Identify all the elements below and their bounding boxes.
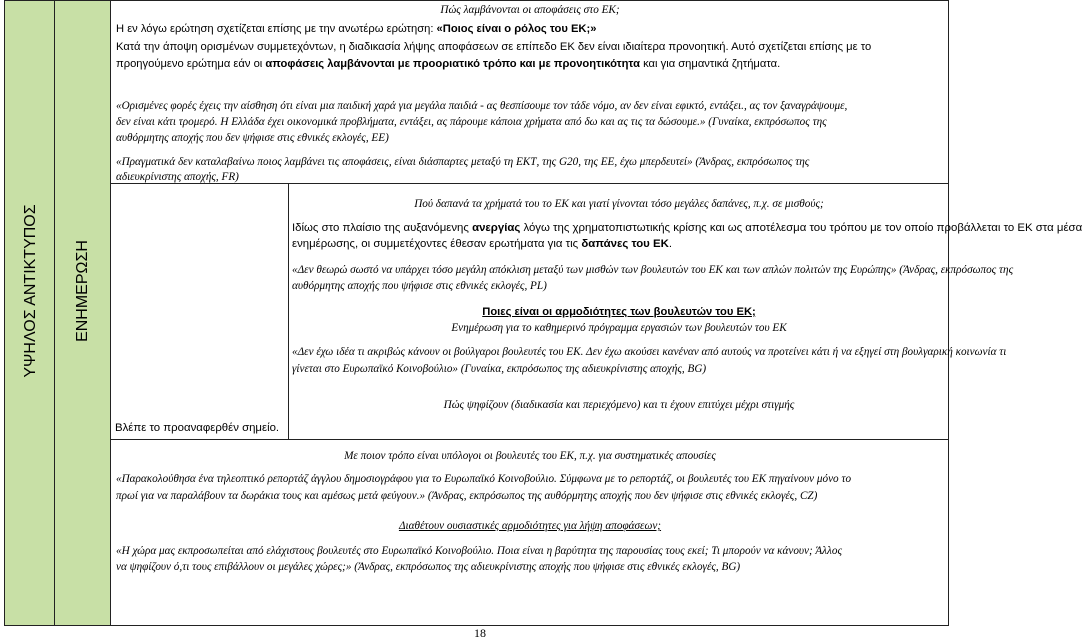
category-label: ΕΝΗΜΕΡΩΣΗ [74,240,91,342]
quote-2-line-a: «Πραγματικά δεν καταλαβαίνω ποιος λαμβάνει τις αποφάσεις, είναι διάσπαρτες μεταξύ τη ΕΚΤ, της G20, της ΕΕ, έχω μπερδευτεί» (Άνδρας, εκπρόσωπος της [116,156,810,168]
voting-heading: Πώς ψηφίζουν (διαδικασία και περιεχόμενο) και τι έχουν επιτύχει μέχρι στιγμής [443,399,795,411]
context-line-1: Κατά την άποψη ορισμένων συμμετεχόντων, η διαδικασία λήψης αποφάσεων σε επίπεδο ΕΚ δεν είναι ιδιαίτερα προνοητική. Αυτό σχετίζεται επίσης με το [116,41,872,53]
quote-5-line-b: πρωί για να παραλάβουν τα δωράκια τους και αμέσως μετά φεύγουν.» (Άνδρας, εκπρόσωπος της αυθόρμητης αποχής που δεν ψήφισε στις εθνικές εκλογές, CZ) [116,490,818,502]
left-subcell [111,184,289,440]
context-bold: αποφάσεις λαμβάνονται με προοριατικό τρόπο και με προνοητικότητα [265,58,640,70]
category-column [55,0,111,626]
decision-powers-heading: Διαθέτουν ουσιαστικές αρμοδιότητες για λήψη αποφάσεων; [398,520,662,532]
daily-schedule-heading: Ενημέρωση για το καθημερινό πρόγραμμα εργασιών των βουλευτών του ΕΚ [451,322,787,334]
spending-heading: Πού δαπανά τα χρήματά του το ΕΚ και γιατί γίνονται τόσο μεγάλες δαπάνες, π.χ. σε μισθούς; [414,198,824,210]
spending-text-2: ενημέρωσης, οι συμμετέχοντες έθεσαν ερωτήματα για τις [292,238,582,250]
context-text: προηγούμενο ερώτημα εάν οι [116,58,266,70]
quote-6-line-a: «Η χώρα μας εκπροσωπείται από ελάχιστους βουλευτές στο Ευρωπαϊκό Κοινοβούλιο. Ποια είναι η βαρύτητα της παρουσίας τους εκεί; Τι μπορούν να κάνουν; Άλλος [116,545,842,557]
quote-1-line-b: δεν είναι κάτι τρομερό. Η Ελλάδα έχει οικονομικά προβλήματα, εντάξει, ας πάρουμε κάποια χρήματα από δω και ας τις τα δώσουμε.» (Γυναίκα, εκπρόσωπος της [116,116,827,128]
spending-text: Ιδίως στο πλαίσιο της αυξανόμενης [292,222,473,234]
right-subcell [289,184,1082,440]
related-question-line [116,21,596,37]
see-above-note: Βλέπε το προαναφερθέν σημείο. [115,422,280,434]
related-question-text: Η εν λόγω ερώτηση σχετίζεται επίσης με την ανωτέρω ερώτηση: [116,23,437,35]
question-heading: Πώς λαμβάνονται οι αποφάσεις στο ΕΚ; [440,4,620,16]
quote-2-line-b: αδιευκρίνιστης αποχής, FR) [116,171,239,183]
spending-line-1 [292,220,1082,236]
quote-1-line-a: «Ορισμένες φορές έχεις την αίσθηση ότι είναι μια παιδική χαρά για μεγάλα παιδιά - ας θεσπίσουμε τον τάδε νόμο, αν δεν είναι εφικτό, εντάξει., ας τον ξαναγράψουμε, [116,100,848,112]
quote-4-line-a: «Δεν έχω ιδέα τι ακριβώς κάνουν οι βούλγαροι βουλευτές του ΕΚ. Δεν έχω ακούσει κανέναν από αυτούς να προτείνει κάτι ή να εξηγεί στη βουλγαρική κοινωνία τι [292,346,1007,358]
spending-line-2 [292,236,672,252]
competences-heading: Ποιες είναι οι αρμοδιότητες των βουλευτών του ΕΚ; [482,306,756,318]
quote-3-line-b: αυθόρμητης αποχής που ψήφισε στις εθνικές εκλογές, PL) [292,280,547,292]
quote-6-line-b: να ψηφίζουν ό,τι τους επιβάλλουν οι μεγάλες χώρες;» (Άνδρας, εκπρόσωπος της αδιευκρίνιστης αποχής που ψήφισε στις εθνικές εκλογές, BG) [116,561,741,573]
page-number: 18 [474,626,486,640]
spending-bold: ανεργίας [472,222,521,234]
spending-text-end: λόγω της χρηματοπιστωτικής κρίσης και ως αποτέλεσμα του τρόπου με τον οποίο προβάλλεται το ΕΚ στα μέσα [520,222,1082,234]
impact-label: ΥΨΗΛΟΣ ΑΝΤΙΚΤΥΠΟΣ [22,204,39,378]
context-text-end: και για σημαντικά ζητήματα. [639,58,781,70]
accountability-cell [111,440,949,626]
related-question-bold: «Ποιος είναι ο ρόλος του ΕΚ;» [436,23,597,35]
spending-text-2-end: . [668,238,672,250]
spending-bold-2: δαπάνες του ΕΚ [581,238,669,250]
quote-4-line-b: γίνεται στο Ευρωπαϊκό Κοινοβούλιο» (Γυναίκα, εκπρόσωπος της αδιευκρίνιστης αποχής, BG) [292,363,707,375]
quote-1-line-c: αυθόρμητης αποχής που δεν ψήφισε στις εθνικές εκλογές, EE) [116,132,389,144]
quote-5-line-a: «Παρακολούθησα ένα τηλεοπτικό ρεπορτάζ άγγλου δημοσιογράφου για το Ευρωπαϊκό Κοινοβούλιο. Σύμφωνα με το ρεπορτάζ, οι βουλευτές του ΕΚ πηγαίνουν μόνο το [116,473,852,485]
impact-column [4,0,55,626]
quote-3-line-a: «Δεν θεωρώ σωστό να υπάρχει τόσο μεγάλη απόκλιση μεταξύ των μισθών των βουλευτών του ΕΚ και των απλών πολιτών της Ευρώπης» (Άνδρας, εκπρόσωπος της [292,264,1014,276]
context-line-2 [116,56,780,72]
accountability-heading: Με ποιον τρόπο είναι υπόλογοι οι βουλευτές του ΕΚ, π.χ. για συστηματικές απουσίες [344,450,716,462]
